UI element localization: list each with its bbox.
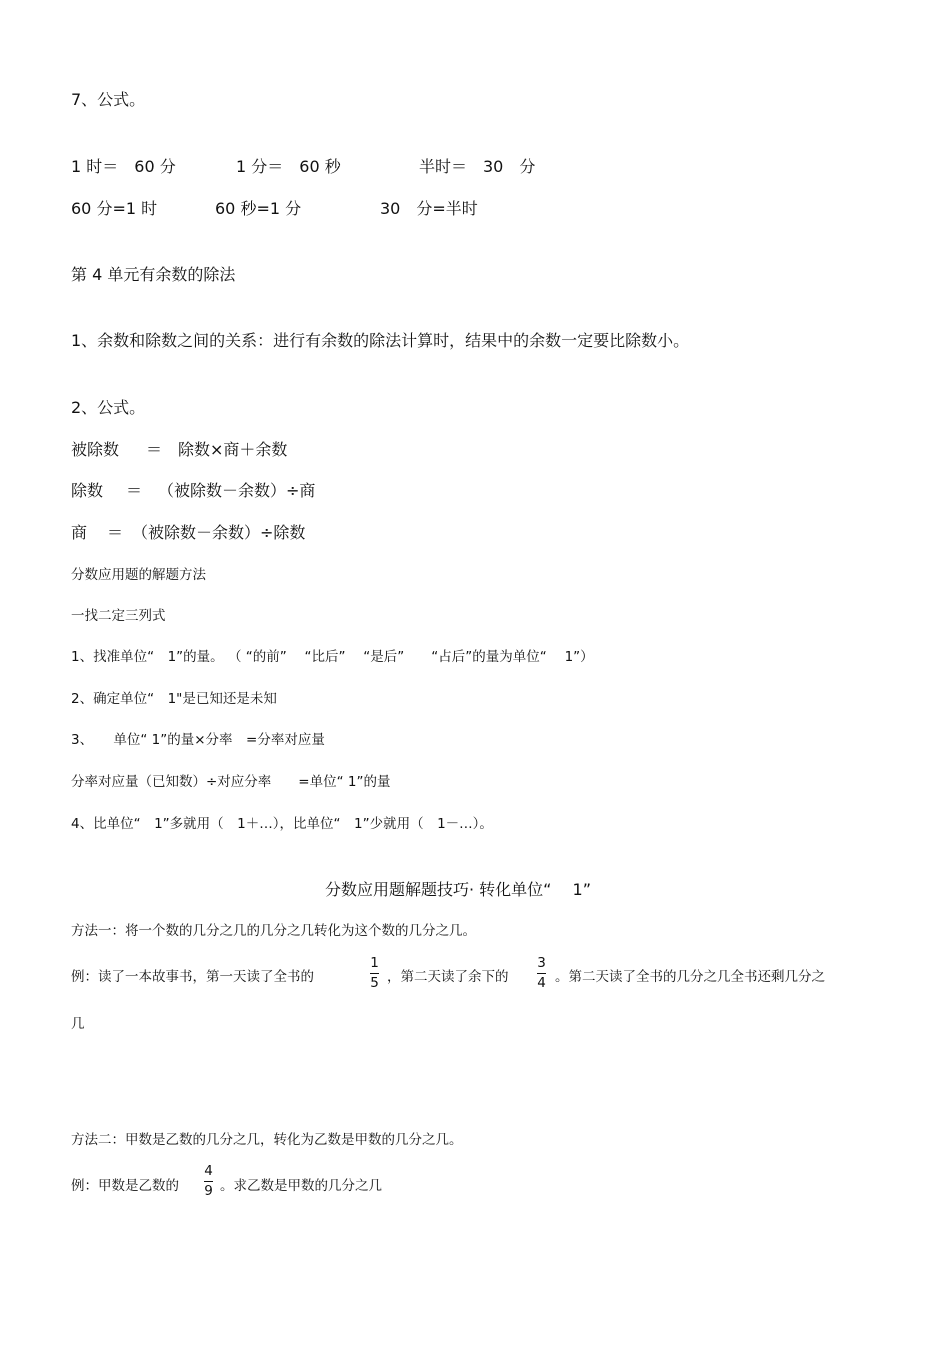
fraction-bar xyxy=(537,973,546,974)
formula-quotient-right: （被除数－余数）÷除数 xyxy=(132,523,306,542)
method-step-4: 4、比单位“ 1”多就用（ 1＋…），比单位“ 1”少就用（ 1－…）。 xyxy=(71,816,493,832)
example1-part4: 几 xyxy=(71,1016,85,1032)
method1-text: 方法一：将一个数的几分之几的几分之几转化为这个数的几分之几。 xyxy=(71,923,476,939)
unit4-point1: 1、余数和除数之间的关系：进行有余数的除法计算时，结果中的余数一定要比除数小。 xyxy=(71,331,690,350)
formula-half-hour: 半时＝ 30 分 xyxy=(419,157,536,176)
fraction-denominator: 9 xyxy=(204,1183,213,1199)
fraction-methods-subtitle: 一找二定三列式 xyxy=(71,608,166,624)
example2-fraction-four-ninths xyxy=(204,1164,213,1199)
section7-heading: 7、公式。 xyxy=(71,90,146,109)
example1-fraction-three-quarters xyxy=(537,956,546,991)
fraction-denominator: 4 xyxy=(537,975,546,991)
formula-hour: 1 时＝ 60 分 xyxy=(71,157,176,176)
formula-divisor-left: 除数 xyxy=(71,481,104,500)
fraction-numerator: 3 xyxy=(537,955,546,971)
example1-fraction-one-fifth xyxy=(370,956,379,991)
unit4-title: 第 4 单元有余数的除法 xyxy=(71,265,236,284)
fraction-denominator: 5 xyxy=(370,975,379,991)
formula-dividend-left: 被除数 xyxy=(71,440,120,459)
formula-minute: 1 分＝ 60 秒 xyxy=(236,157,341,176)
formula-divisor-eq: ＝ xyxy=(126,481,143,500)
formula-hour-reverse: 60 分=1 时 xyxy=(71,199,158,218)
formula-divisor-right: （被除数－余数）÷商 xyxy=(158,481,316,500)
example1-part2: ，第二天读了余下的 xyxy=(387,969,509,985)
fraction-bar xyxy=(204,1181,213,1182)
example1-part3: 。第二天读了全书的几分之几全书还剩几分之 xyxy=(555,969,825,985)
fraction-methods-title: 分数应用题的解题方法 xyxy=(71,567,206,583)
formula-dividend-right: 除数×商＋余数 xyxy=(178,440,288,459)
example2-part1: 例：甲数是乙数的 xyxy=(71,1178,179,1194)
method2-text: 方法二：甲数是乙数的几分之几，转化为乙数是甲数的几分之几。 xyxy=(71,1132,463,1148)
fraction-numerator: 1 xyxy=(370,955,379,971)
fraction-numerator: 4 xyxy=(204,1163,213,1179)
example1-part1: 例：读了一本故事书，第一天读了全书的 xyxy=(71,969,314,985)
example2-part2: 。求乙数是甲数的几分之几 xyxy=(220,1178,382,1194)
unit4-point2: 2、公式。 xyxy=(71,398,146,417)
formula-minute-reverse: 60 秒=1 分 xyxy=(215,199,302,218)
tips-title: 分数应用题解题技巧· 转化单位“ 1” xyxy=(325,880,592,899)
method-step-2: 2、确定单位“ 1"是已知还是未知 xyxy=(71,691,277,707)
formula-quotient-left: 商 xyxy=(71,523,88,542)
method-step-3-formula: 分率对应量（已知数）÷对应分率 =单位“ 1”的量 xyxy=(71,774,391,790)
formula-quotient-eq: ＝ xyxy=(107,523,124,542)
method-step-3: 3、 单位“ 1”的量×分率 =分率对应量 xyxy=(71,732,325,748)
fraction-bar xyxy=(370,973,379,974)
method-step-1: 1、找准单位“ 1”的量。 （ “的前” “比后” “是后” “占后”的量为单位“ 1”） xyxy=(71,649,594,665)
formula-dividend-eq: ＝ xyxy=(146,440,163,459)
formula-half-hour-reverse: 30 分=半时 xyxy=(380,199,478,218)
